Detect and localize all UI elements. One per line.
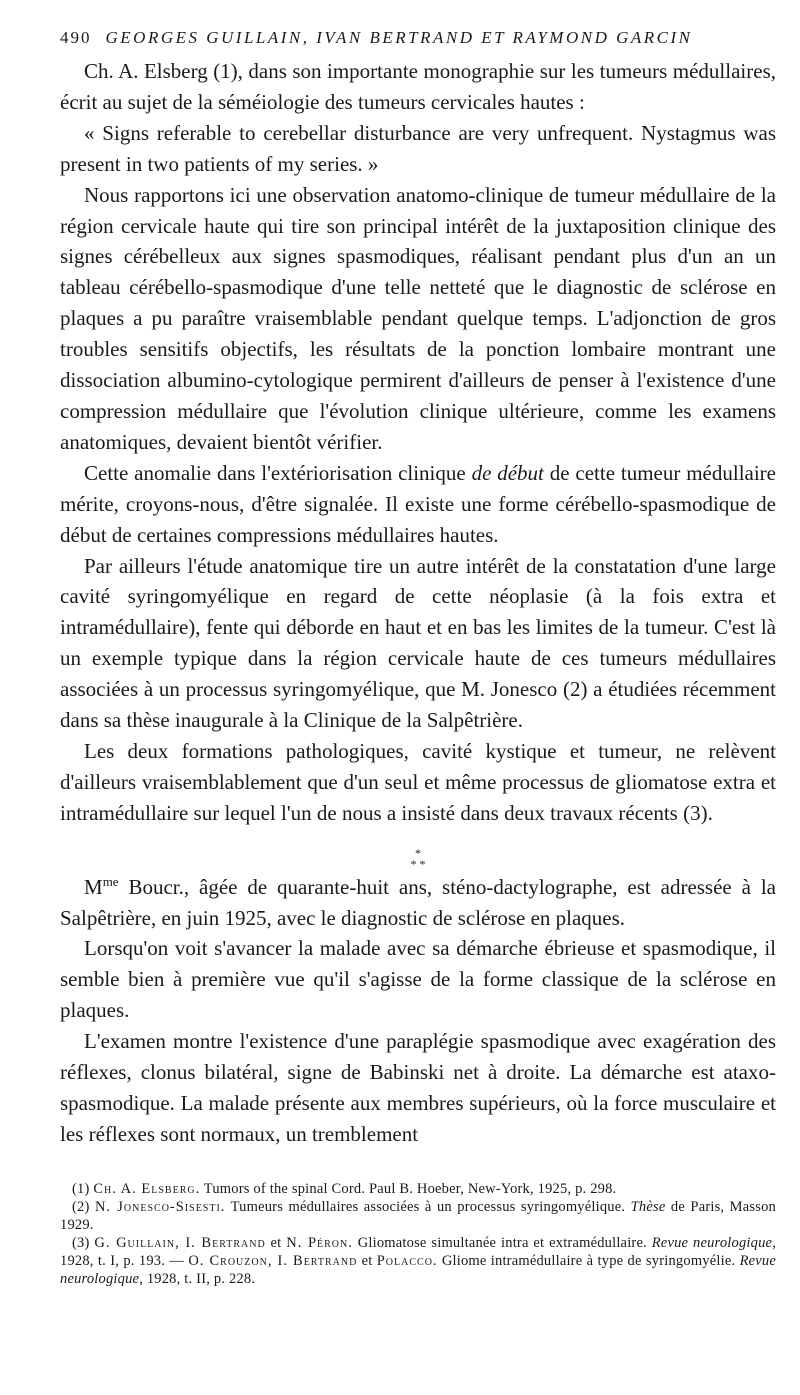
footnote-text: et bbox=[265, 1234, 287, 1251]
footnote-text: Gliome intramédullaire à type de syringomyélie. bbox=[437, 1252, 740, 1269]
footnote-text: de Paris, Masson 1929. bbox=[60, 1198, 776, 1233]
article-body bbox=[60, 56, 776, 1150]
footnote-author: O. Crouzon, I. Bertrand bbox=[188, 1252, 358, 1269]
text-run: Boucr., âgée de quarante-huit ans, sténo-dactylographe, est adressée à la Salpêtrière, en juin 1925, avec le diagnostic de sclérose en plaques. bbox=[60, 874, 776, 930]
footnote-emphasis: Thèse bbox=[630, 1198, 666, 1215]
text-run: de cette tumeur médullaire mérite, croyons-nous, d'être signalée. Il existe une forme cérébello-spasmodique de début de certaines compressions médullaires hautes. bbox=[60, 460, 776, 547]
footnote-1 bbox=[60, 1180, 776, 1198]
paragraph: Nous rapportons ici une observation anatomo-clinique de tumeur médullaire de la région cervicale haute qui tire son principal intérêt de la juxtaposition clinique des signes cérébelleux aux signes spasmodiques, réalisant pendant plus d'un an un tableau cérébello-spasmodique d'une telle netteté que le diagnostic de sclérose en plaques a pu paraître vraisemblable pendant quelque temps. L'adjonction de gros troubles sensitifs objectifs, les résultats de la ponction lombaire montrant une dissociation albumino-cytologique permirent d'ailleurs de penser à l'existence d'une compression médullaire que l'évolution clinique ultérieure, comme les examens anatomiques, devaient bientôt vérifier. bbox=[60, 182, 776, 454]
asterisk-bottom: * * bbox=[410, 856, 426, 871]
running-head: GEORGES GUILLAIN, IVAN BERTRAND ET RAYMOND GARCIN bbox=[105, 28, 693, 47]
asterisk-top: * bbox=[415, 845, 421, 860]
text-run: Cette anomalie dans l'extériorisation clinique bbox=[84, 460, 472, 485]
footnote-author: G. Guillain, I. Bertrand bbox=[94, 1234, 266, 1251]
footnote-author: Ch. A. Elsberg. bbox=[93, 1180, 201, 1197]
page-number: 490 bbox=[60, 28, 92, 47]
footnote-text: Tumors of the spinal Cord. Paul B. Hoeber, New-York, 1925, p. 298. bbox=[200, 1180, 617, 1197]
paragraph: L'examen montre l'existence d'une paraplégie spasmodique avec exagération des réflexes, clonus bilatéral, signe de Babinski net à droite. La démarche est ataxo-spasmodique. La malade présente aux membres supérieurs, où la force musculaire et les réflexes sont normaux, un tremblement bbox=[60, 1029, 776, 1146]
paragraph: Les deux formations pathologiques, cavité kystique et tumeur, ne relèvent d'ailleurs vraisemblablement que d'un seul et même processus de gliomatose extra et intramédullaire sur lequel l'un de nous a insisté dans deux travaux récents (3). bbox=[60, 738, 776, 825]
footnote-3 bbox=[60, 1234, 776, 1288]
footnote-author: Polacco. bbox=[376, 1252, 438, 1269]
footnote-text: , 1928, t. II, p. 228. bbox=[139, 1270, 256, 1287]
footnote-emphasis: Revue neurologique bbox=[60, 1252, 776, 1287]
paragraph: Ch. A. Elsberg (1), dans son importante monographie sur les tumeurs médullaires, écrit au sujet de la séméiologie des tumeurs cervicales hautes : bbox=[60, 59, 776, 114]
running-header bbox=[60, 28, 776, 48]
footnote-marker: (3) bbox=[72, 1234, 95, 1251]
emphasis: de début bbox=[471, 460, 544, 485]
quote-paragraph: « Signs referable to cerebellar disturbance are very unfrequent. Nystagmus was present in two patients of my series. » bbox=[60, 120, 776, 176]
paragraph: Par ailleurs l'étude anatomique tire un autre intérêt de la constatation d'une large cavité syringomyélique en regard de cette néoplasie (à la fois extra et intramédullaire), fente qui déborde en haut et en bas les limites de la tumeur. C'est là un exemple typique dans la région cervicale haute de ces tumeurs médullaires associées à un processus syringomyélique, que M. Jonesco (2) a étudiées récemment dans sa thèse inaugurale à la Clinique de la Salpêtrière. bbox=[60, 553, 776, 733]
footnote-emphasis: Revue neurologique bbox=[651, 1234, 773, 1251]
footnotes bbox=[60, 1180, 776, 1288]
section-separator bbox=[60, 829, 776, 871]
paragraph: Lorsqu'on voit s'avancer la malade avec sa démarche ébrieuse et spasmodique, il semble bien à première vue qu'il s'agisse de la forme classique de la sclérose en plaques. bbox=[60, 936, 776, 1023]
footnote-author: N. Jonesco-Sisesti. bbox=[94, 1198, 226, 1215]
paragraph bbox=[60, 867, 776, 934]
footnote-text: Tumeurs médullaires associées à un processus syringomyélique. bbox=[225, 1198, 631, 1215]
footnote-text: , 1928, t. I, p. 193. — bbox=[60, 1234, 777, 1269]
footnote-marker: (2) bbox=[72, 1198, 95, 1215]
paragraph bbox=[60, 458, 776, 551]
footnote-text: Gliomatose simultanée intra et extramédullaire. bbox=[352, 1234, 652, 1251]
footnote-2 bbox=[60, 1198, 776, 1234]
superscript: me bbox=[102, 873, 119, 889]
footnote-marker: (1) bbox=[72, 1180, 94, 1197]
footnote-text: et bbox=[357, 1252, 377, 1269]
footnote-author: N. Péron. bbox=[286, 1234, 353, 1251]
text-run: M bbox=[84, 874, 103, 899]
